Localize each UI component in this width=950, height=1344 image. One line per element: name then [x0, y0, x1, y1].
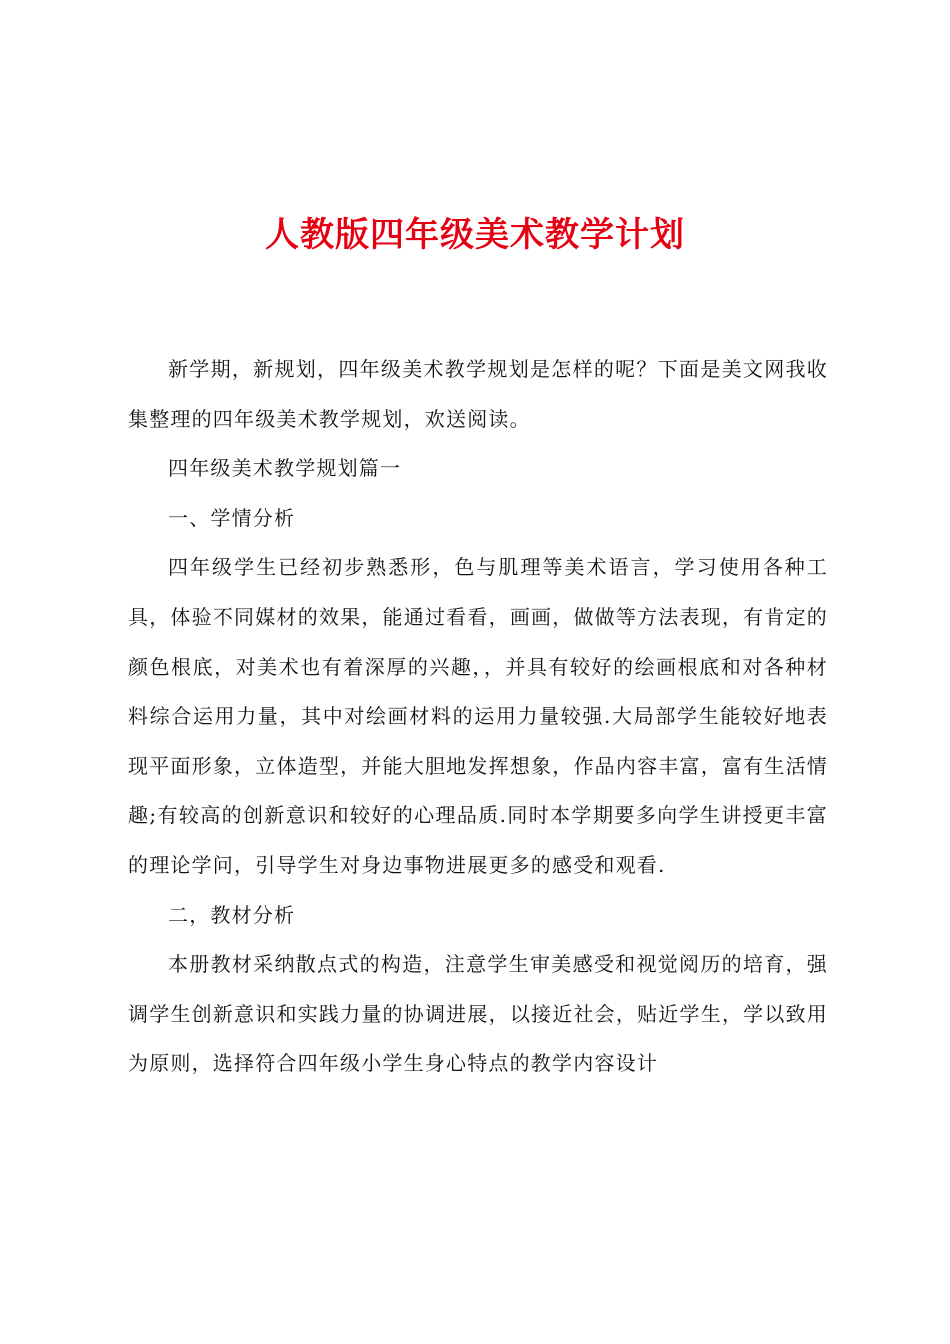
document-body	[128, 345, 828, 1089]
paragraph-textbook-analysis: 本册教材采纳散点式的构造，注意学生审美感受和视觉阅历的培育，强调学生创新意识和实践力量的协调进展，以接近社会，贴近学生，学以致用为原则，选择符合四年级小学生身心特点的教学内容设计	[128, 952, 828, 1076]
paragraph-student-analysis: 四年级学生已经初步熟悉形，色与肌理等美术语言，学习使用各种工具，体验不同媒材的效果，能通过看看，画画，做做等方法表现，有肯定的颜色根底，对美术也有着深厚的兴趣，，并具有较好的绘画根底和对各种材料综合运用力量，其中对绘画材料的运用力量较强.大局部学生能较好地表现平面形象，立体造型，并能大胆地发挥想象，作品内容丰富，富有生活情趣;有较高的创新意识和较好的心理品质.同时本学期要多向学生讲授更丰富的理论学问，引导学生对身边事物进展更多的感受和观看.	[128, 555, 828, 877]
paragraph-section-heading: 四年级美术教学规划篇一	[168, 456, 402, 481]
document-title: 人教版四年级美术教学计划	[265, 215, 685, 255]
paragraph-intro: 新学期，新规划，四年级美术教学规划是怎样的呢？下面是美文网我收集整理的四年级美术教学规划，欢送阅读。	[128, 357, 828, 431]
paragraph-heading-student-analysis: 一、学情分析	[168, 505, 296, 530]
paragraph-heading-textbook-analysis: 二，教材分析	[168, 902, 296, 927]
